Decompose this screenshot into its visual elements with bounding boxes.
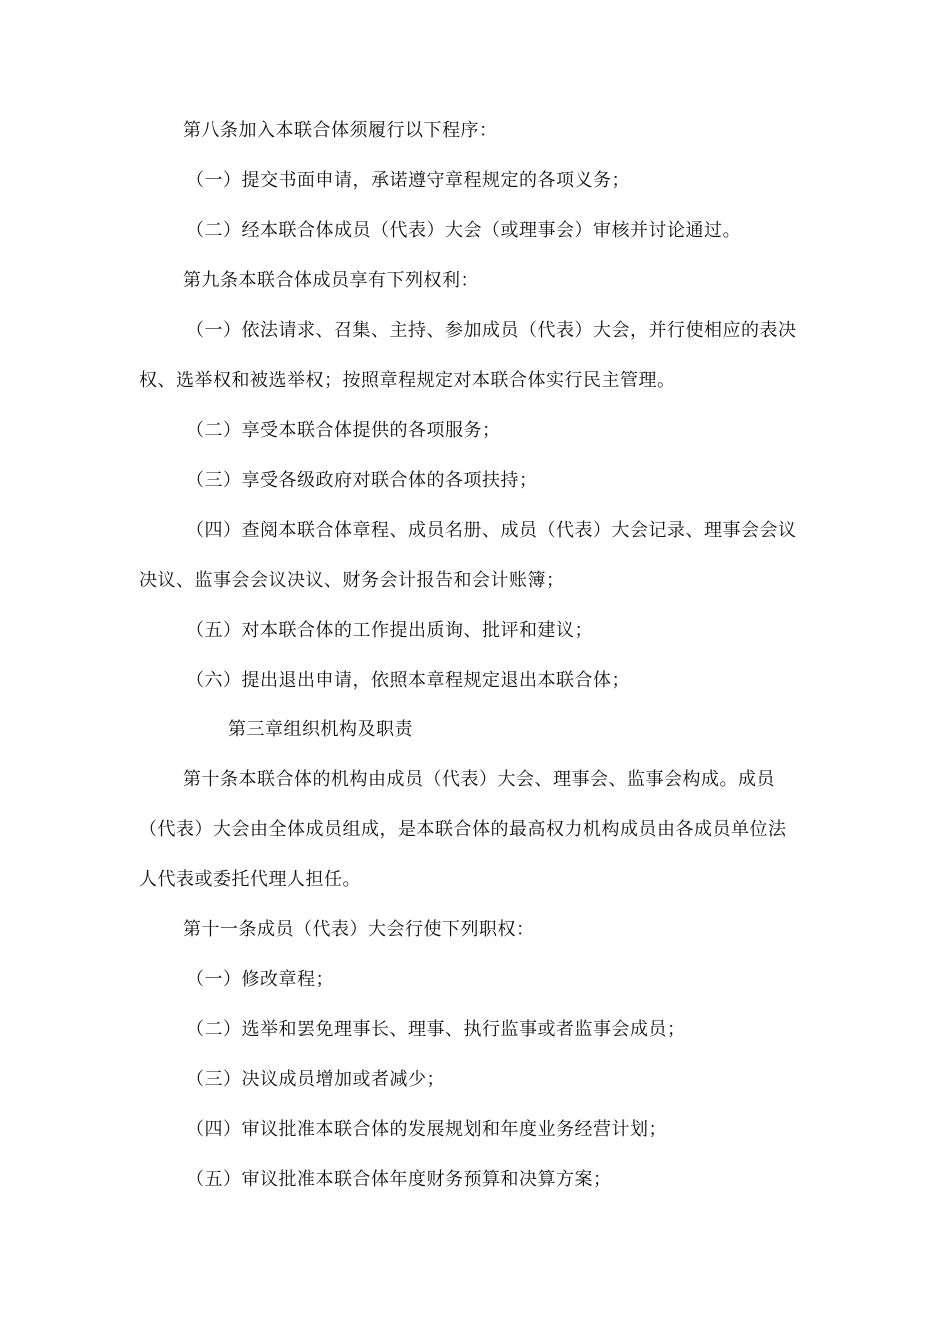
article-11-item-5: （五）审议批准本联合体年度财务预算和决算方案； xyxy=(186,1169,612,1190)
article-9-item-1-line-1: （一）依法请求、召集、主持、参加成员（代表）大会，并行使相应的表决 xyxy=(186,320,797,341)
article-9-item-5: （五）对本联合体的工作提出质询、批评和建议； xyxy=(186,620,593,641)
article-9-item-6: （六）提出退出申请，依照本章程规定退出本联合体； xyxy=(186,670,630,691)
chapter-3-title: 第三章组织机构及职责 xyxy=(228,719,413,740)
article-8-item-2: （二）经本联合体成员（代表）大会（或理事会）审核并讨论通过。 xyxy=(186,220,741,241)
article-9-item-2: （二）享受本联合体提供的各项服务； xyxy=(186,420,501,441)
article-10-line-3: 人代表或委托代理人担任。 xyxy=(139,869,361,890)
article-9-item-4-line-2: 决议、监事会会议决议、财务会计报告和会计账簿； xyxy=(139,570,565,591)
article-10-line-1: 第十条本联合体的机构由成员（代表）大会、理事会、监事会构成。成员 xyxy=(183,769,775,790)
article-8-item-1: （一）提交书面申请，承诺遵守章程规定的各项义务； xyxy=(186,170,630,191)
article-9-item-4-line-1: （四）查阅本联合体章程、成员名册、成员（代表）大会记录、理事会会议 xyxy=(186,520,797,541)
article-10-line-2: （代表）大会由全体成员组成，是本联合体的最高权力机构成员由各成员单位法 xyxy=(139,819,787,840)
article-11-heading: 第十一条成员（代表）大会行使下列职权： xyxy=(183,919,535,940)
article-9-item-3: （三）享受各级政府对联合体的各项扶持； xyxy=(186,470,538,491)
article-11-item-4: （四）审议批准本联合体的发展规划和年度业务经营计划； xyxy=(186,1119,667,1140)
article-9-heading: 第九条本联合体成员享有下列权利： xyxy=(183,270,479,291)
article-11-item-3: （三）决议成员增加或者减少； xyxy=(186,1069,445,1090)
article-9-item-1-line-2: 权、选举权和被选举权；按照章程规定对本联合体实行民主管理。 xyxy=(139,370,676,391)
article-8-heading: 第八条加入本联合体须履行以下程序： xyxy=(183,120,498,141)
article-11-item-1: （一）修改章程； xyxy=(186,969,334,990)
article-11-item-2: （二）选举和罢免理事长、理事、执行监事或者监事会成员； xyxy=(186,1019,686,1040)
